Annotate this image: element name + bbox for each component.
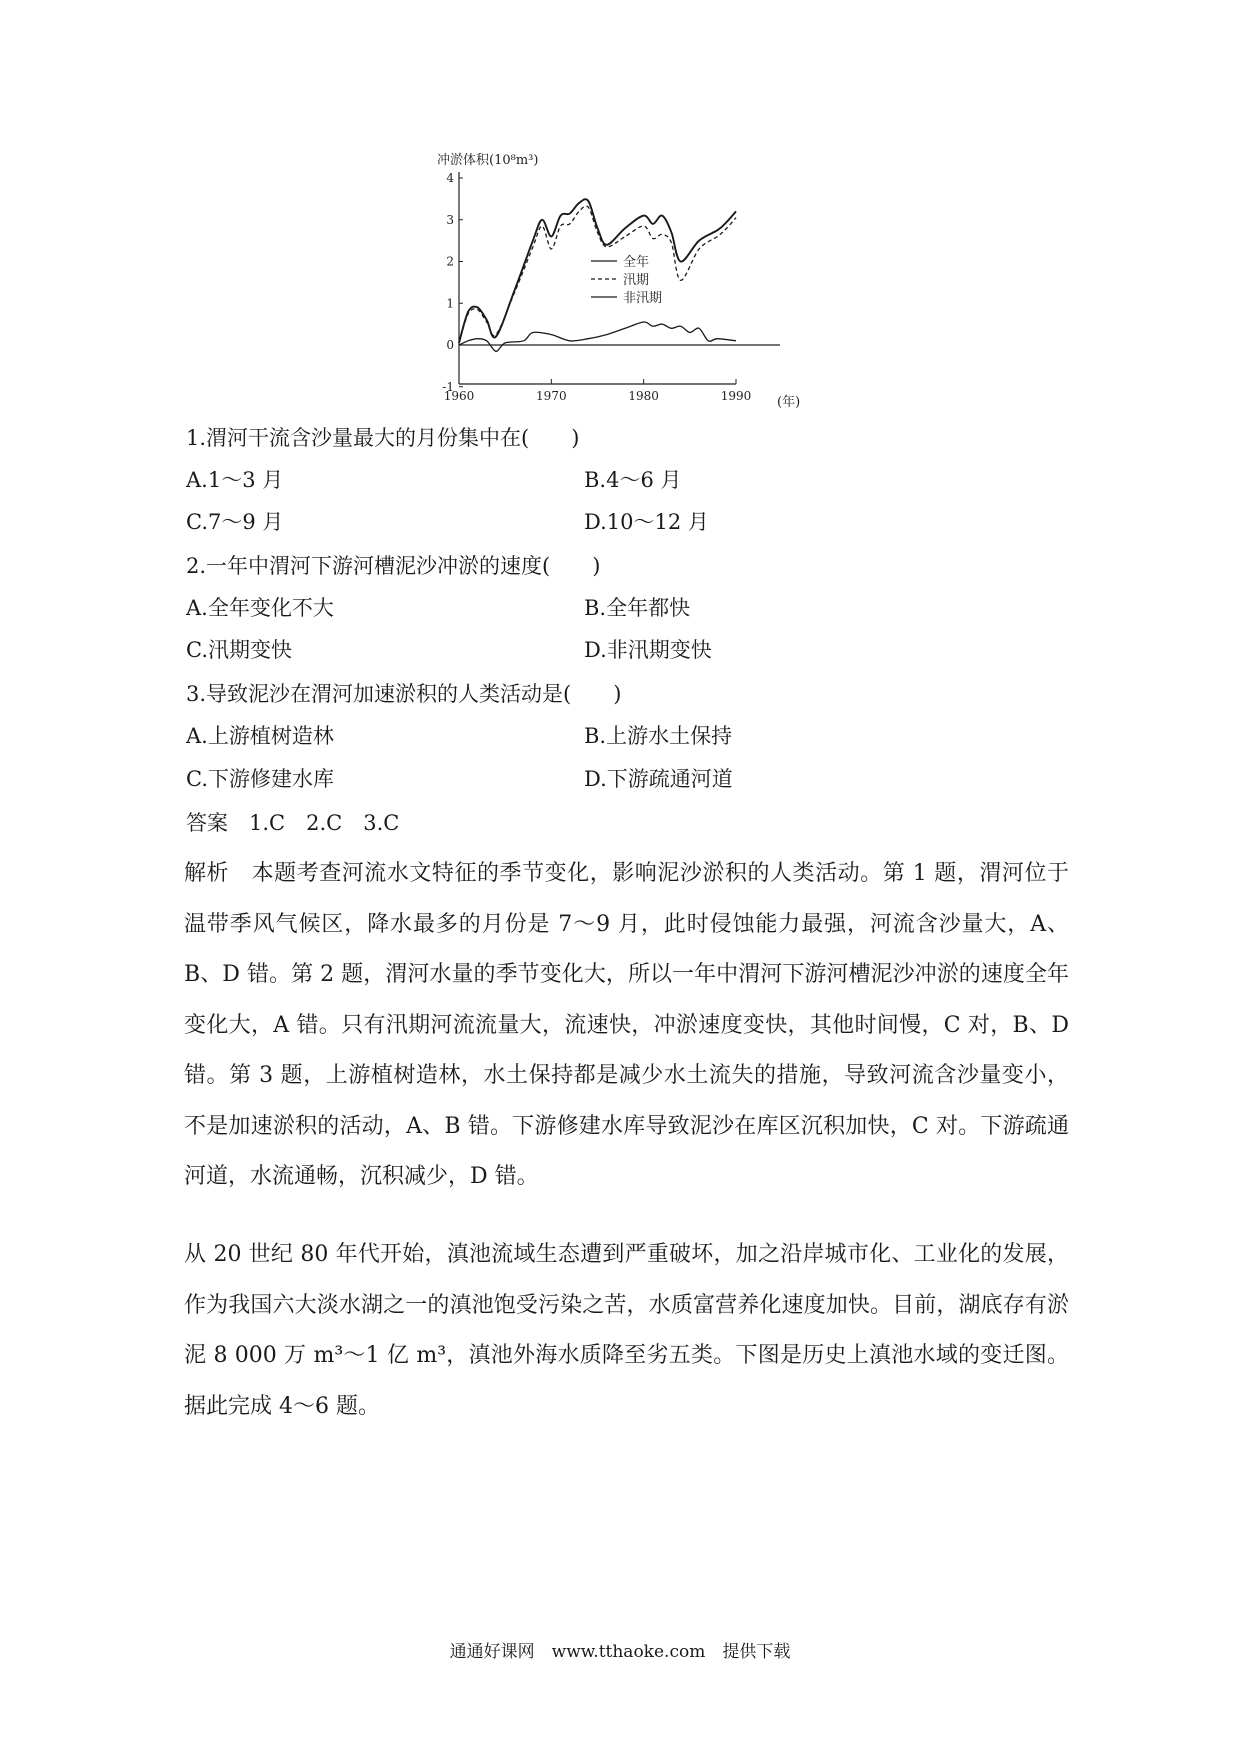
legend-label: 非汛期 (623, 291, 663, 306)
y-tick-label: 1 (446, 296, 454, 311)
intro-paragraph: 从 20 世纪 80 年代开始，滇池流域生态遭到严重破坏，加之沿岸城市化、工业化的发展，作为我国六大淡水湖之一的滇池饱受污染之苦，水质富营养化速度加快。目前，湖底存有淤泥 8 000 万 m³～1 亿 m³，滇池外海水质降至劣五类。下图是历史上滇池水域的变迁图。据此完成 4～6 题。 (184, 1242, 1069, 1419)
x-tick-label: 1980 (628, 389, 659, 403)
x-axis-unit: (年) (777, 395, 801, 410)
question-3-option-c: C.下游修建水库 (186, 767, 334, 791)
y-tick-label: 4 (446, 171, 454, 185)
y-tick-label: 0 (446, 338, 454, 352)
question-1-option-c: C.7～9 月 (186, 510, 284, 534)
x-tick-label: 1970 (536, 389, 567, 403)
question-3-stem: 3.导致泥沙在渭河加速淤积的人类活动是( ) (186, 682, 622, 706)
answer-line: 答案 1.C 2.C 3.C (186, 811, 400, 835)
question-2-option-d: D.非汛期变快 (584, 638, 712, 662)
question-2-stem: 2.一年中渭河下游河槽泥沙冲淤的速度( ) (186, 554, 601, 578)
legend-label: 汛期 (623, 273, 650, 288)
question-3-option-b: B.上游水土保持 (584, 724, 733, 748)
y-axis-label: 冲淤体积(10⁸m³) (437, 153, 539, 168)
y-tick-label: -1 (442, 379, 454, 394)
question-1-stem: 1.渭河干流含沙量最大的月份集中在( ) (186, 426, 580, 450)
question-3-option-d: D.下游疏通河道 (584, 767, 733, 791)
x-tick-label: 1960 (443, 389, 475, 403)
question-1-option-a: A.1～3 月 (186, 468, 284, 492)
x-tick-label: 1990 (720, 389, 752, 403)
y-tick-label: 2 (446, 254, 454, 269)
question-1-option-d: D.10～12 月 (584, 510, 709, 534)
question-2-option-a: A.全年变化不大 (186, 596, 334, 620)
question-2-option-b: B.全年都快 (584, 596, 691, 620)
analysis-paragraph: 解析 本题考查河流水文特征的季节变化，影响泥沙淤积的人类活动。第 1 题，渭河位于温带季风气候区，降水最多的月份是 7～9 月，此时侵蚀能力最强，河流含沙量大，A、B、D 错。第 2 题，渭河水量的季节变化大，所以一年中渭河下游河槽泥沙冲淤的速度全年变化大，A 错。只有汛期河流流量大，流速快，冲淤速度变快，其他时间慢，C 对，B、D 错。第 3 题，上游植树造林，水土保持都是减少水土流失的措施，导致河流含沙量变小，不是加速淤积的活动，A、B 错。下游修建水库导致泥沙在库区沉积加快，C 对。下游疏通河道，水流通畅，沉积减少，D 错。 (184, 861, 1069, 1189)
question-1-option-b: B.4～6 月 (584, 468, 682, 492)
legend-label: 全年 (623, 255, 650, 270)
series-line-1 (459, 199, 736, 343)
sediment-volume-chart (425, 148, 825, 410)
question-2-option-c: C.汛期变快 (186, 638, 292, 662)
footer-note: 通通好课网 www.tthaoke.com 提供下载 (449, 1642, 791, 1662)
y-tick-label: 3 (446, 212, 454, 227)
question-3-option-a: A.上游植树造林 (186, 724, 334, 748)
